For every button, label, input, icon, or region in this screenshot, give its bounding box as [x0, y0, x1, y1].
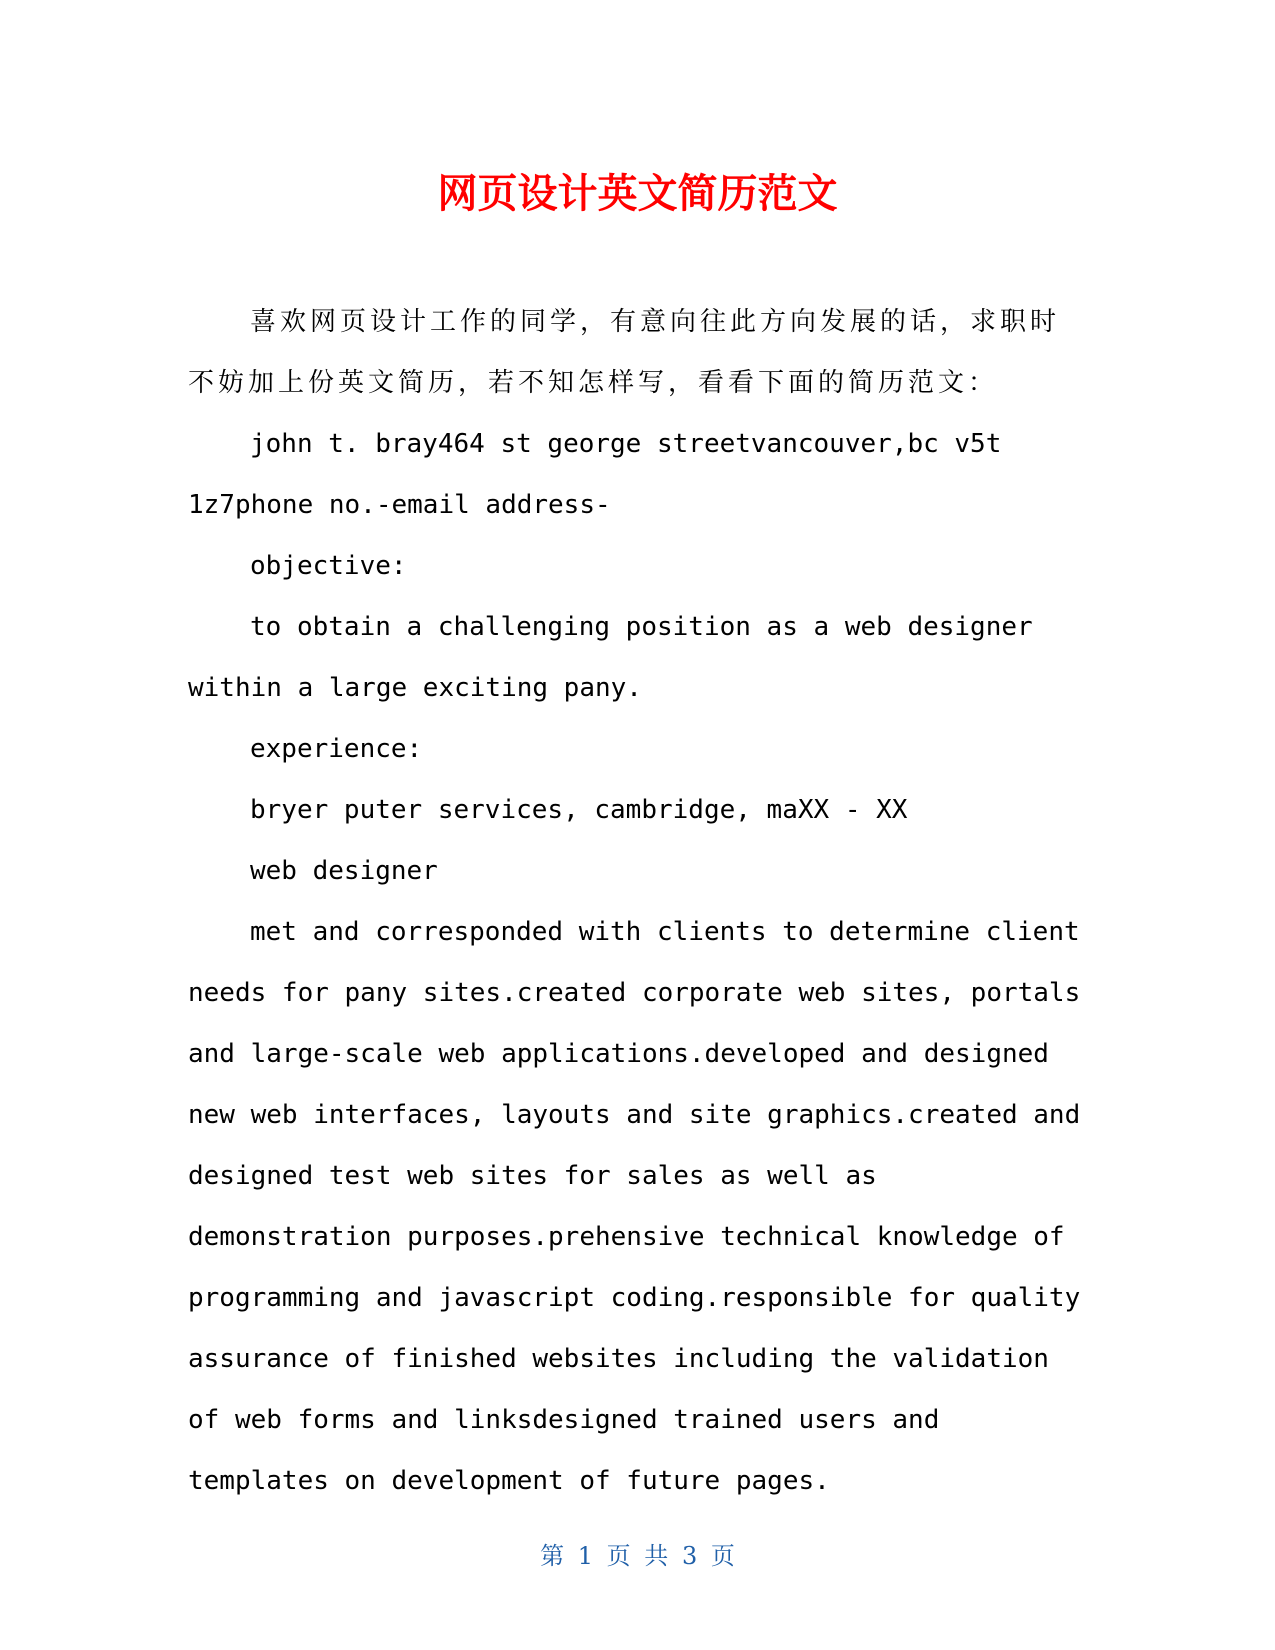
- contact-paragraph: john t. bray464 st george streetvancouver,bc v5t 1z7phone no.-email address-: [188, 429, 1002, 520]
- job-title-line: web designer: [250, 856, 438, 886]
- experience-description: met and corresponded with clients to determine client needs for pany sites.created corporate web sites, portals and large-scale web applications.developed and designed new web interfaces, layouts and site graphics.created and designed test web sites for sales as well as demonstration purposes.prehensive technical knowledge of programming and javascript coding.responsible for quality assurance of finished websites including the validation of web forms and linksdesigned trained users and templates on development of future pages.: [188, 917, 1081, 1496]
- experience-heading: experience:: [250, 734, 423, 764]
- objective-heading: objective:: [250, 551, 407, 581]
- document-body: [188, 292, 1088, 1512]
- intro-paragraph: 喜欢网页设计工作的同学，有意向往此方向发展的话，求职时不妨加上份英文简历，若不知怎样写，看看下面的简历范文：: [188, 307, 1061, 398]
- employer-line: bryer puter services, cambridge, maXX - XX: [250, 795, 908, 825]
- page-number-footer: 第 1 页 共 3 页: [540, 1542, 735, 1570]
- objective-paragraph: to obtain a challenging position as a web designer within a large exciting pany.: [188, 612, 1033, 703]
- document-title: 网页设计英文简历范文: [437, 171, 838, 217]
